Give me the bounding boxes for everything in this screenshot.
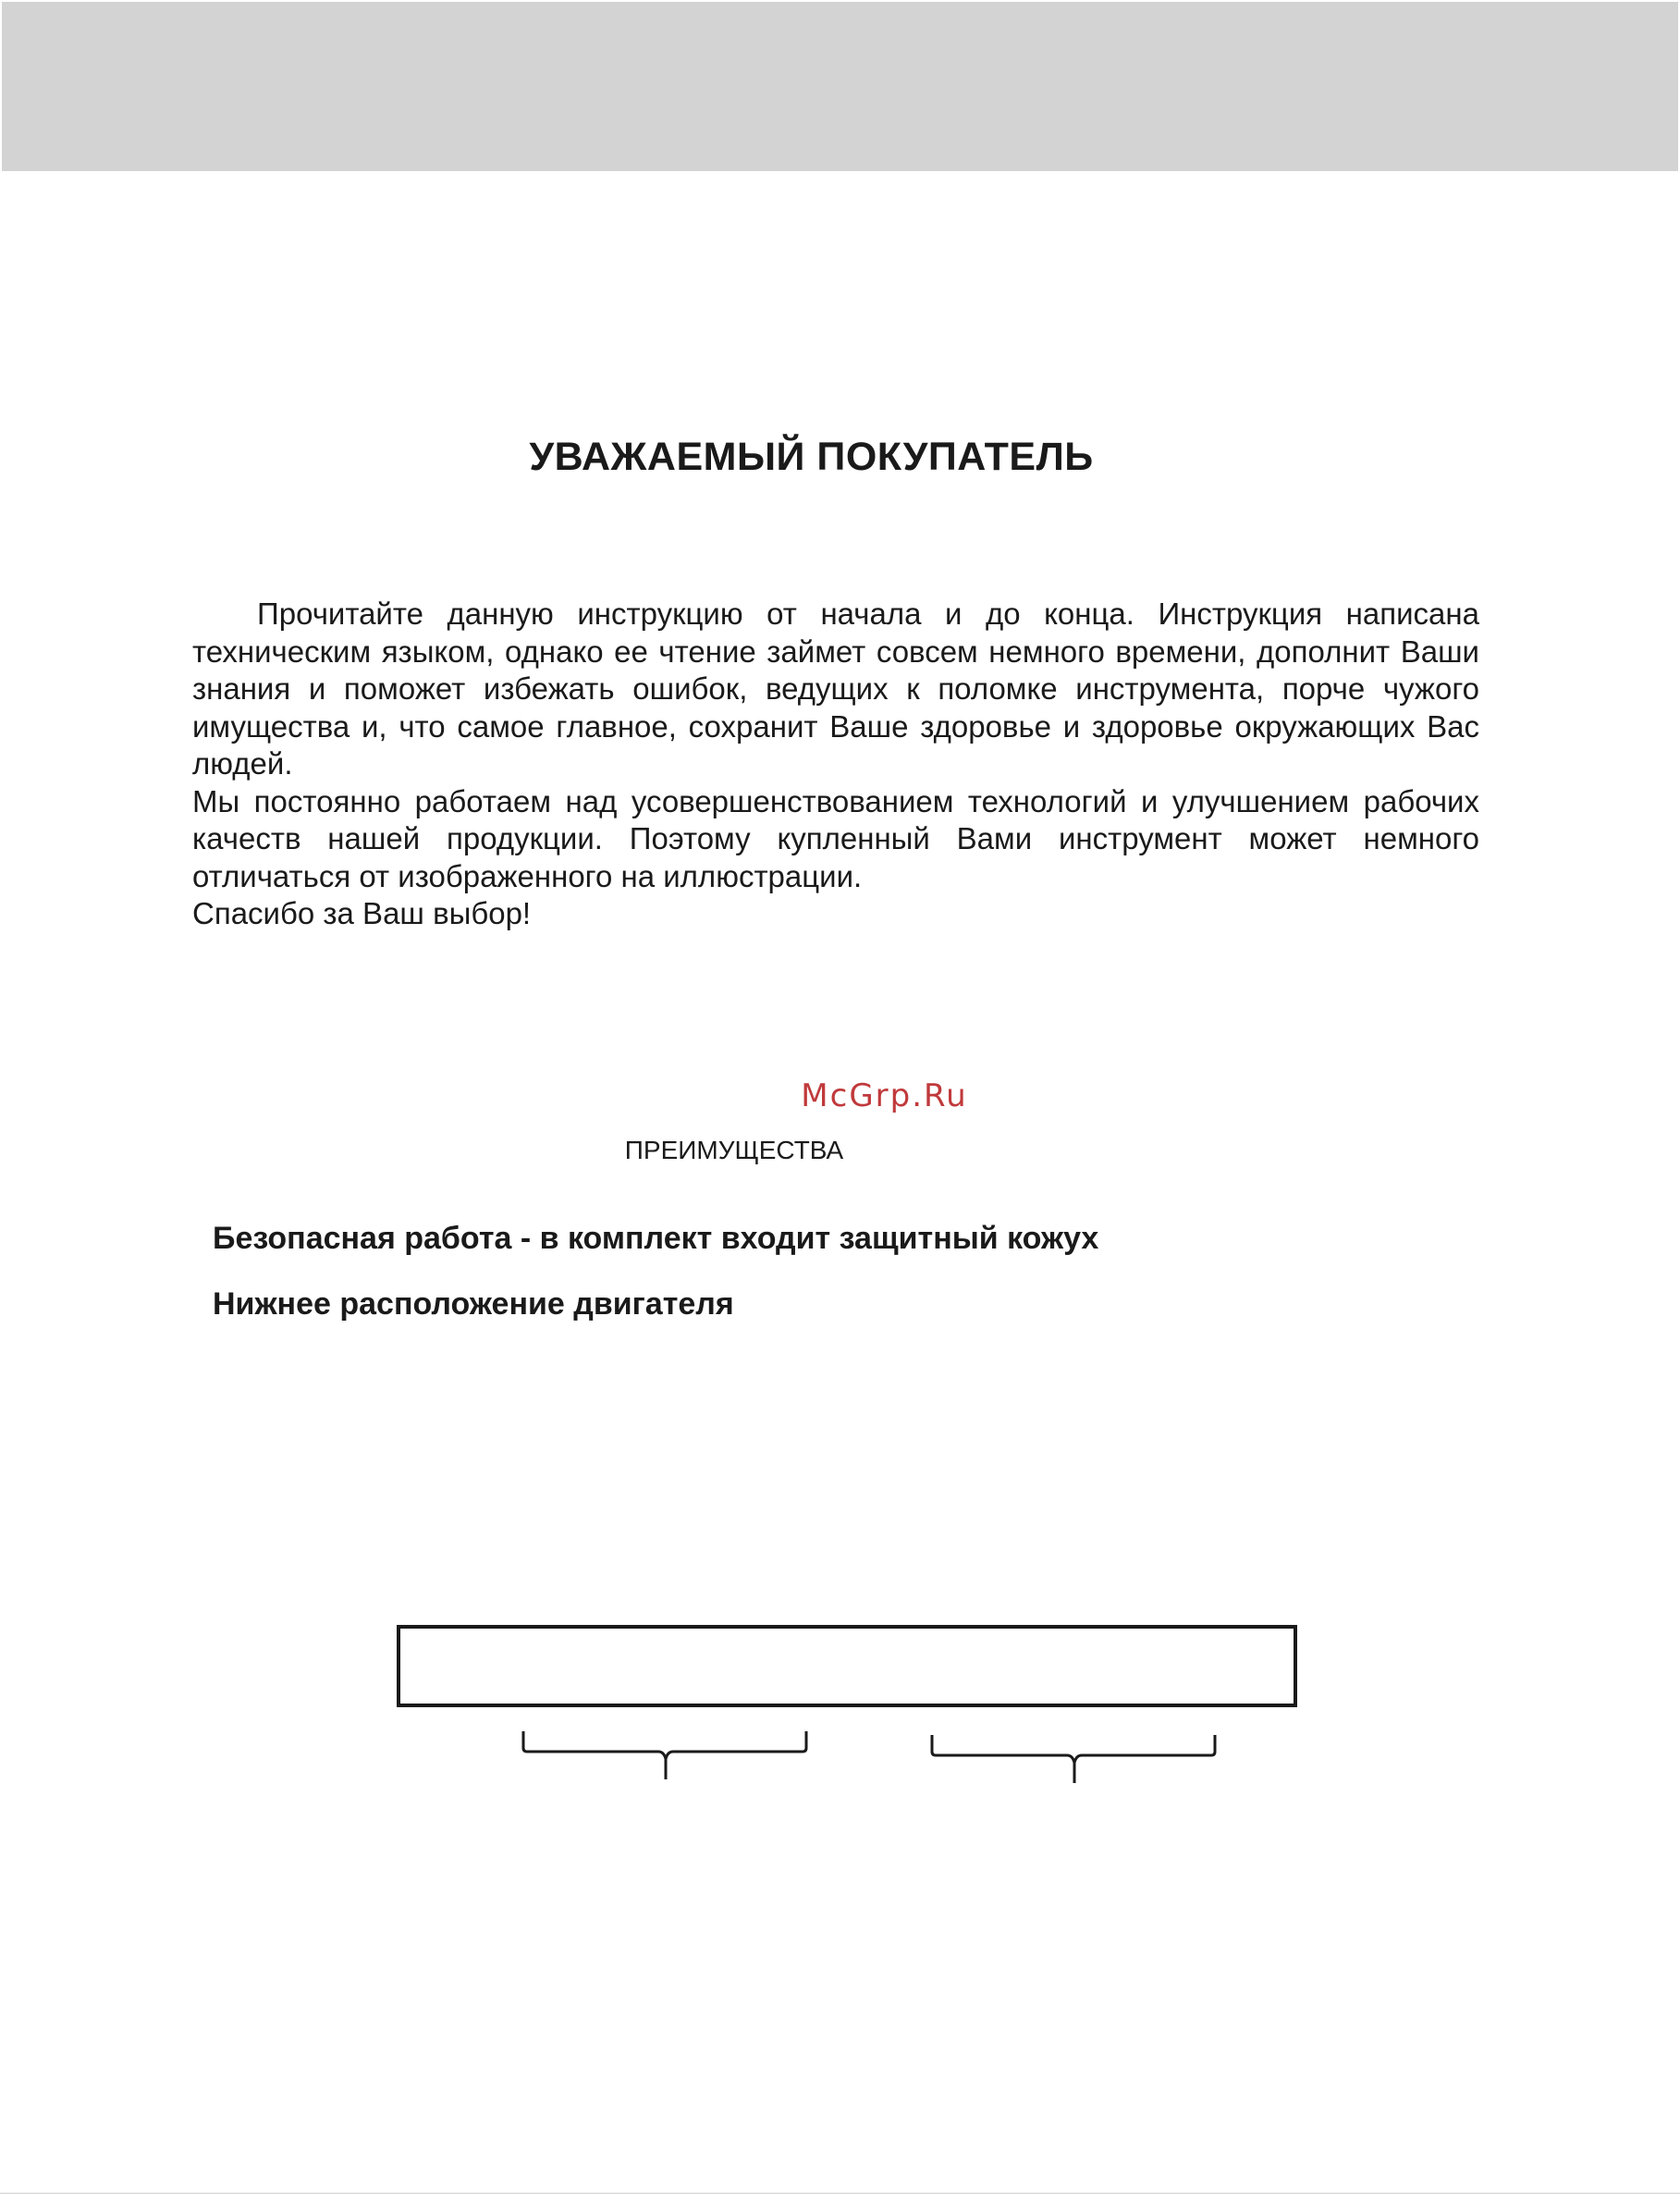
intro-paragraph-1: Прочитайте данную инструкцию от начала и до конца. Инструкция написана техническим языком, однако ее чтение займет совсем немного времени, дополнит Ваши знания и поможет избежать ошибок, ведущих к поломке инструмента, порче чужого имущества и, что самое главное, сохранит Ваше здоровье и здоровье окружающих Вас людей. [192,597,1479,781]
brace-right [928,1733,1224,1785]
bottom-rule [0,2193,1680,2194]
blank-frame [397,1625,1297,1707]
advantages-heading: ПРЕИМУЩЕСТВА [624,1136,844,1164]
page-title: УВАЖАЕМЫЙ ПОКУПАТЕЛЬ [529,435,1094,479]
brace-left [520,1729,815,1781]
watermark: McGrp.Ru [801,1077,968,1114]
header-band [2,2,1678,171]
feature-item: Безопасная работа - в комплект входит защитный кожух [213,1221,1099,1256]
feature-item: Нижнее расположение двигателя [213,1286,734,1322]
intro-paragraph-2: Мы постоянно работаем над усовершенствованием технологий и улучшением рабочих качеств нашей продукции. Поэтому купленный Вами инструмент может немного отличаться от изображенного на иллюстрации. [192,783,1479,893]
intro-paragraph-3: Спасибо за Ваш выбор! [192,896,532,930]
intro-text [192,596,1479,933]
